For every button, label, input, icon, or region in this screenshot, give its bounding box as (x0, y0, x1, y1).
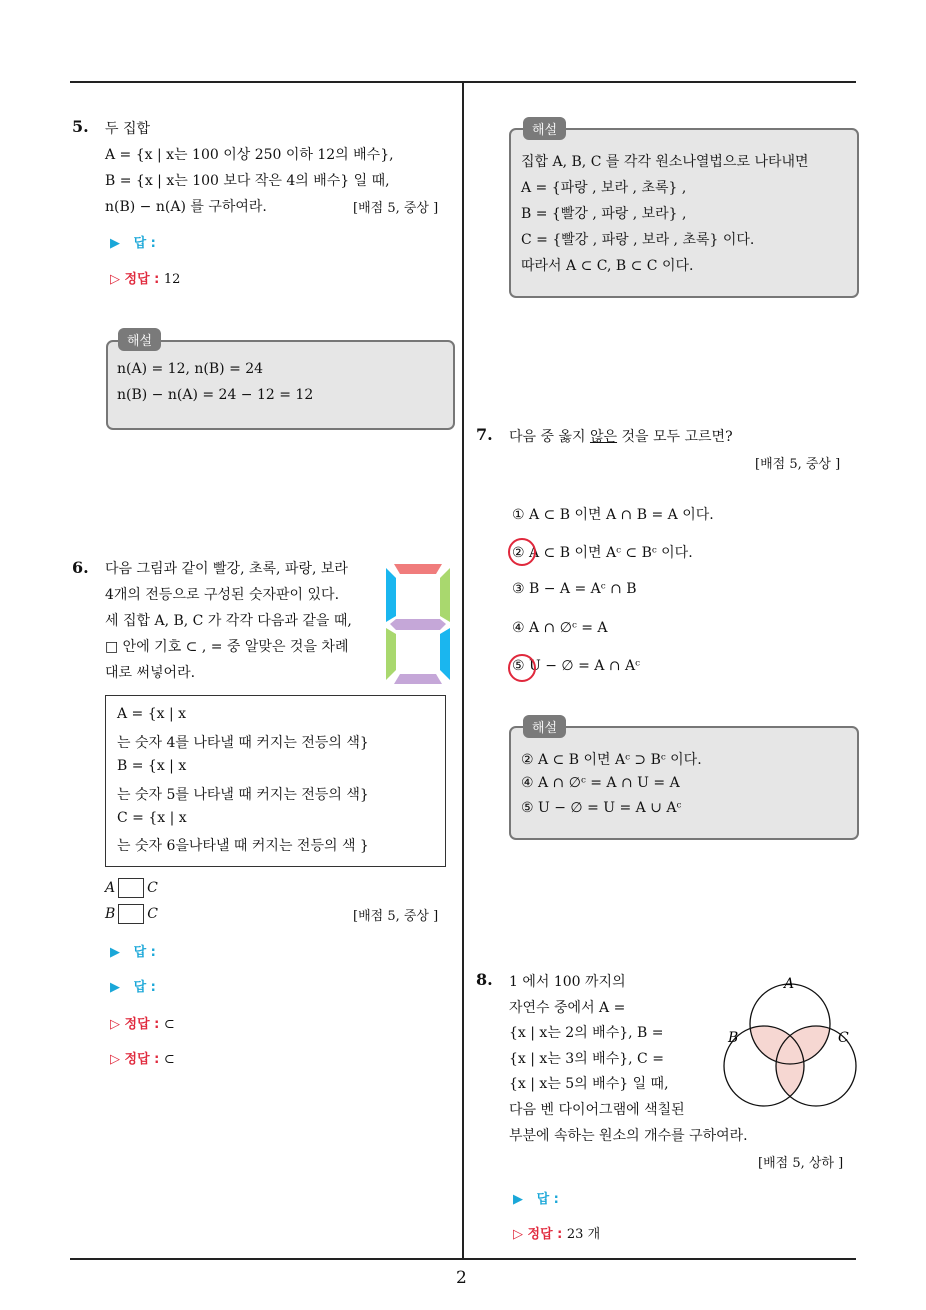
answer-label: 정답 : (124, 272, 160, 287)
q8-line: {x | x는 2의 배수}, B = (509, 1025, 664, 1041)
triangle-icon: ▷ (513, 1227, 523, 1242)
venn-diagram (718, 968, 864, 1114)
segment-lower-left (386, 628, 396, 680)
q7-score: [배점 5, 중상 ] (755, 457, 841, 472)
triangle-icon: ▷ (110, 272, 120, 287)
answer-value: 12 (163, 272, 181, 287)
answer-label: 정답 : (527, 1227, 563, 1242)
q7-solution-line: ⑤ U − ∅ = U = A ∪ Aᶜ (521, 800, 682, 816)
q6-box-line: 는 숫자 6을나타낼 때 커지는 전등의 색 } (117, 838, 369, 854)
q6-line: □ 안에 기호 ⊂ , = 중 알맞은 것을 차례 (105, 639, 349, 655)
play-icon: ▶ (513, 1192, 523, 1207)
venn-label-b: B (728, 1030, 739, 1046)
q5-answer (110, 268, 180, 287)
answer-label: 정답 : (124, 1052, 160, 1067)
q5-score: [배점 5, 중상 ] (353, 201, 439, 216)
q6-number: 6. (72, 558, 89, 577)
segment-upper-left (386, 568, 396, 622)
q6-box-line: 는 숫자 5를 나타낼 때 커지는 전등의 색} (117, 787, 369, 803)
q7-text-before: 다음 중 옳지 (509, 429, 590, 445)
segment-bottom (394, 674, 442, 684)
q6-box-line: C = {x | x (117, 810, 187, 826)
q8-line: 자연수 중에서 A = (509, 1000, 626, 1016)
q6-blank-row-1 (105, 878, 158, 898)
solution-tag: 해설 (118, 328, 161, 351)
triangle-icon: ▷ (110, 1052, 120, 1067)
answer-value: ⊂ (163, 1052, 175, 1067)
q5-solution-line: n(A) = 12, n(B) = 24 (117, 361, 264, 377)
selected-option-circle (508, 538, 536, 566)
q6-box-line: A = {x | x (117, 706, 187, 722)
answer-label: 정답 : (124, 1017, 160, 1032)
q6-answer-prompt-2 (110, 976, 156, 995)
q6-blank-row-2 (105, 904, 158, 924)
q8-line: 1 에서 100 까지의 (509, 974, 626, 990)
blank-left-label: B (105, 906, 116, 922)
segment-upper-right (440, 568, 450, 622)
q6-box-line: B = {x | x (117, 758, 187, 774)
q6-dap-label: 답 : (133, 945, 156, 960)
q8-answer-prompt (513, 1188, 559, 1207)
q8-line: {x | x는 3의 배수}, C = (509, 1051, 664, 1067)
answer-value: 23 개 (566, 1227, 601, 1242)
q6-line: 4개의 전등으로 구성된 숫자판이 있다. (105, 587, 340, 603)
q8-number: 8. (476, 970, 493, 989)
column-divider (462, 82, 464, 1259)
answer-value: ⊂ (163, 1017, 175, 1032)
q6-line: 대로 써넣어라. (105, 665, 196, 681)
q8-line: {x | x는 5의 배수} 일 때, (509, 1076, 669, 1092)
q6-solution-line: C = {빨강 , 파랑 , 보라 , 초록} 이다. (521, 232, 755, 248)
q5-solution-box (106, 340, 455, 430)
q7-question (509, 426, 733, 446)
q7-text-after: 것을 모두 고르면? (617, 429, 733, 445)
blank-left-label: A (105, 880, 116, 896)
triangle-icon: ▷ (110, 1017, 120, 1032)
q8-line: 부분에 속하는 원소의 개수를 구하여라. (509, 1128, 748, 1144)
q8-answer (513, 1223, 600, 1242)
q7-solution-line: ② A ⊂ B 이면 Aᶜ ⊃ Bᶜ 이다. (521, 752, 702, 768)
q7-option[interactable]: ⑤ U − ∅ = A ∩ Aᶜ (512, 658, 640, 674)
q5-line: A = {x | x는 100 이상 250 이하 12의 배수}, (105, 147, 394, 163)
q8-score: [배점 5, 상하 ] (758, 1156, 844, 1171)
q6-answer-2 (110, 1048, 175, 1067)
q6-dap-label: 답 : (133, 980, 156, 995)
blank-box-1[interactable] (118, 878, 144, 898)
q6-line: 다음 그림과 같이 빨강, 초록, 파랑, 보라 (105, 561, 348, 577)
q6-answer-prompt-1 (110, 941, 156, 960)
q5-line: 두 집합 (105, 121, 151, 137)
q5-line: B = {x | x는 100 보다 작은 4의 배수} 일 때, (105, 173, 390, 189)
segment-lower-right (440, 628, 450, 680)
segment-top (394, 564, 442, 574)
page-number: 2 (456, 1268, 467, 1288)
venn-label-c: C (838, 1030, 849, 1046)
q8-dap-label: 답 : (536, 1192, 559, 1207)
q7-number: 7. (476, 425, 493, 444)
q6-solution-line: 집합 A, B, C 를 각각 원소나열법으로 나타내면 (521, 154, 809, 170)
q8-line: 다음 벤 다이어그램에 색칠된 (509, 1102, 685, 1118)
q6-line: 세 집합 A, B, C 가 각각 다음과 같을 때, (105, 613, 352, 629)
q5-number: 5. (72, 117, 89, 136)
q7-text-underlined: 않은 (589, 429, 618, 445)
venn-label-a: A (784, 976, 795, 992)
q6-score: [배점 5, 중상 ] (353, 909, 439, 924)
solution-tag: 해설 (523, 715, 566, 738)
q7-option[interactable]: ③ B − A = Aᶜ ∩ B (512, 581, 637, 597)
play-icon: ▶ (110, 980, 120, 995)
q5-line: n(B) − n(A) 를 구하여라. (105, 199, 267, 215)
q7-option[interactable]: ④ A ∩ ∅ᶜ = A (512, 620, 608, 636)
q6-solution-line: 따라서 A ⊂ C, B ⊂ C 이다. (521, 258, 694, 274)
solution-tag: 해설 (523, 117, 566, 140)
q5-solution-line: n(B) − n(A) = 24 − 12 = 12 (117, 387, 314, 403)
bottom-rule (70, 1258, 856, 1260)
blank-box-2[interactable] (118, 904, 144, 924)
q7-solution-line: ④ A ∩ ∅ᶜ = A ∩ U = A (521, 775, 680, 791)
q6-box-line: 는 숫자 4를 나타낼 때 커지는 전등의 색} (117, 735, 369, 751)
play-icon: ▶ (110, 945, 120, 960)
blank-right-label: C (147, 880, 158, 896)
q6-solution-line: A = {파랑 , 보라 , 초록} , (521, 180, 687, 196)
play-icon: ▶ (110, 236, 120, 251)
q5-dap-label: 답 : (133, 236, 156, 251)
q6-solution-line: B = {빨강 , 파랑 , 보라} , (521, 206, 687, 222)
segment-middle (390, 619, 446, 630)
q5-answer-prompt (110, 232, 156, 251)
selected-option-circle (508, 654, 536, 682)
seven-segment-display (380, 560, 456, 688)
q6-answer-1 (110, 1013, 175, 1032)
q7-option[interactable]: ① A ⊂ B 이면 A ∩ B = A 이다. (512, 507, 714, 523)
q7-option[interactable]: ② A ⊂ B 이면 Aᶜ ⊂ Bᶜ 이다. (512, 545, 693, 561)
blank-right-label: C (147, 906, 159, 922)
